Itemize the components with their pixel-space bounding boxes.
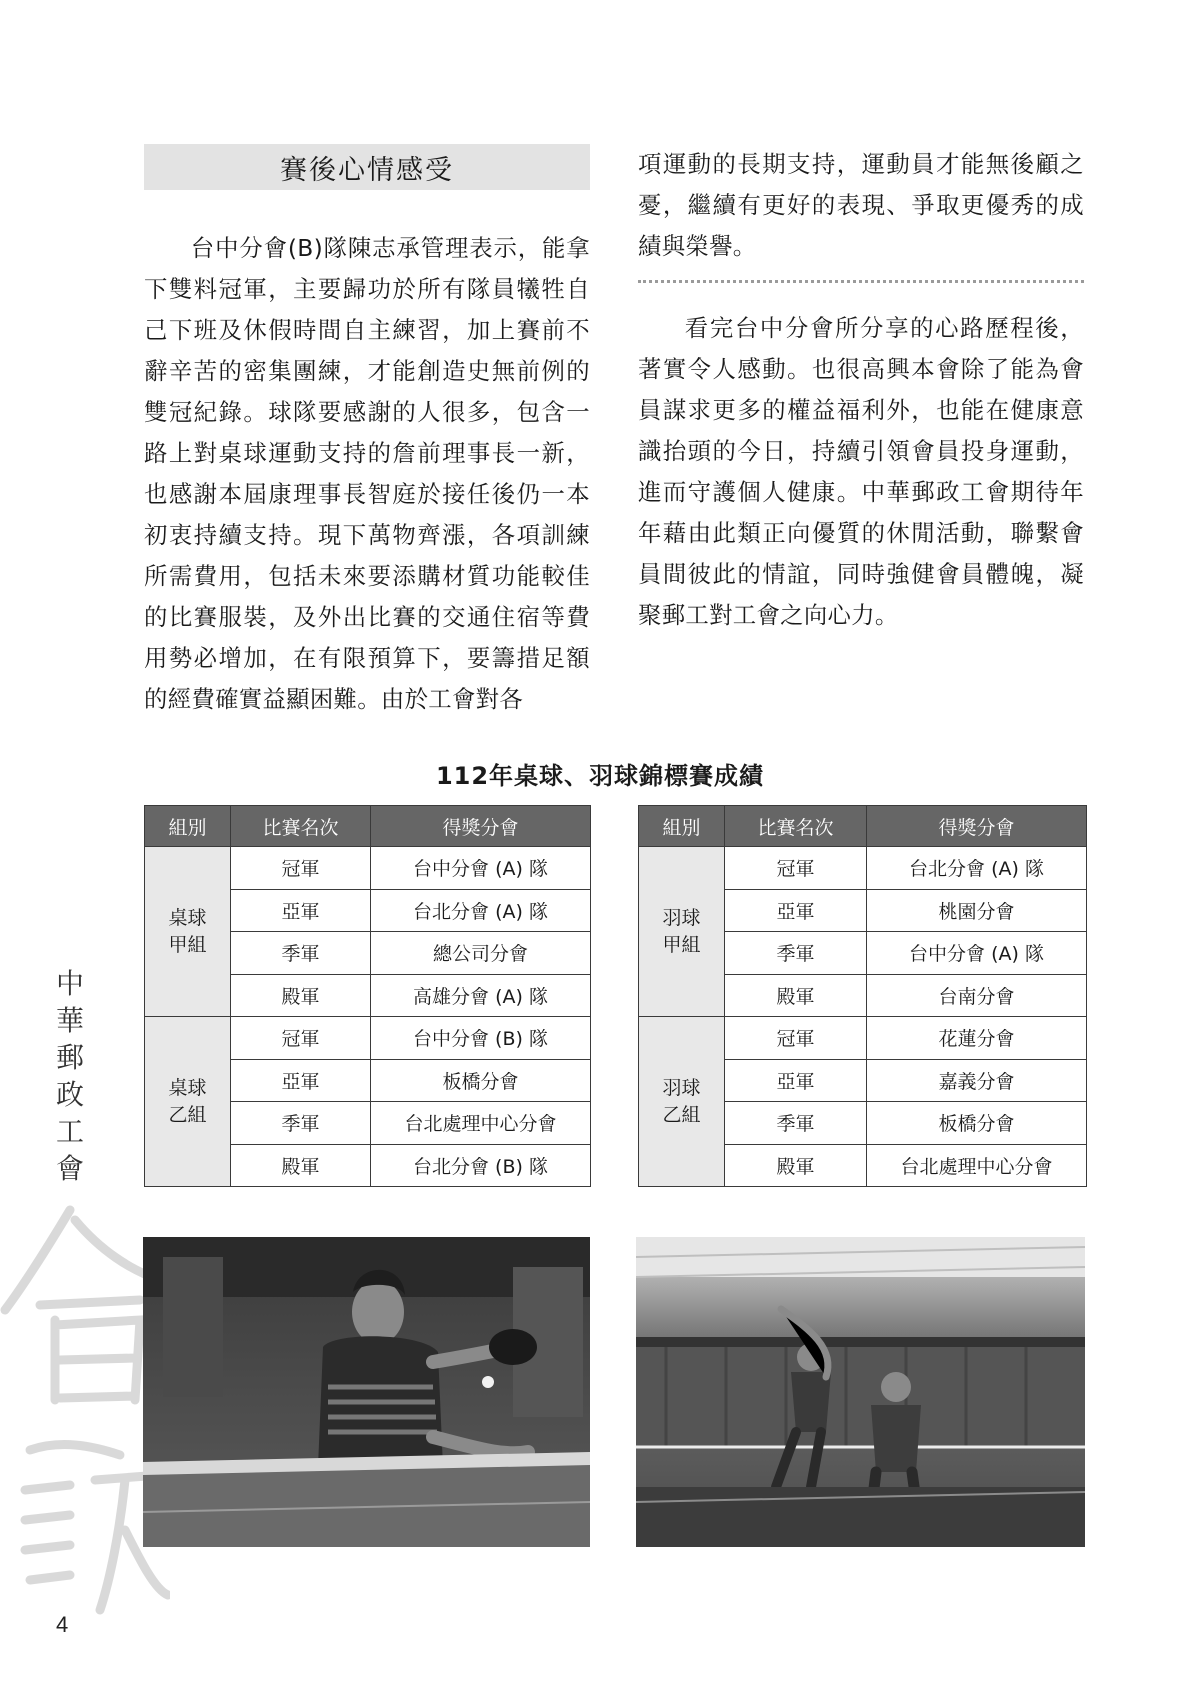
header-branch: 得獎分會 [867,806,1087,847]
branch-cell: 台北處理中心分會 [371,1102,591,1145]
branch-cell: 台南分會 [867,974,1087,1017]
rank-cell: 冠軍 [231,1017,371,1060]
paragraph: 看完台中分會所分享的心路歷程後，著實令人感動。也很高興本會除了能為會員謀求更多的權益福利外，也能在健康意識抬頭的今日，持續引領會員投身運動，進而守護個人健康。中華郵政工會期待年年藉由此類正向優質的休閒活動，聯繫會員間彼此的情誼，同時強健會員體魄，凝聚郵工對工會之向心力。 [638,314,1084,629]
branch-cell: 高雄分會 (A) 隊 [371,974,591,1017]
branch-cell: 台中分會 (A) 隊 [867,932,1087,975]
badminton-results-table [638,805,1087,1187]
rank-cell: 亞軍 [725,889,867,932]
badminton-illustration [636,1237,1085,1547]
header-branch: 得獎分會 [371,806,591,847]
branch-cell: 桃園分會 [867,889,1087,932]
left-column-text [144,228,590,720]
table-row [145,847,591,890]
brand-char: 政 [55,1078,84,1111]
group-name: 羽球 [662,1076,701,1099]
group-name: 桌球 [168,1076,207,1099]
tables-title: 112年桌球、羽球錦標賽成績 [435,762,765,790]
rank-cell: 冠軍 [725,1017,867,1060]
group-division: 乙組 [168,1103,207,1126]
table-row [639,847,1087,890]
branch-cell: 花蓮分會 [867,1017,1087,1060]
branch-cell: 台中分會 (A) 隊 [371,847,591,890]
group-name: 羽球 [662,906,701,929]
group-cell [145,1017,231,1187]
rank-cell: 殿軍 [231,974,371,1017]
rank-cell: 季軍 [725,1102,867,1145]
brand-char: 工 [55,1115,84,1148]
rank-cell: 殿軍 [725,1144,867,1187]
dotted-divider [638,280,1084,283]
branch-cell: 台北處理中心分會 [867,1144,1087,1187]
group-division: 乙組 [662,1103,701,1126]
brand-char: 中 [55,967,84,1000]
group-name: 桌球 [168,906,207,929]
header-group: 組別 [639,806,725,847]
branch-cell: 總公司分會 [371,932,591,975]
rank-cell: 亞軍 [231,889,371,932]
paragraph: 項運動的長期支持，運動員才能無後顧之憂，繼續有更好的表現、爭取更優秀的成績與榮譽。 [638,150,1084,260]
group-cell [145,847,231,1017]
group-division: 甲組 [662,933,701,956]
vertical-brand-name [50,965,90,1187]
branch-cell: 台北分會 (B) 隊 [371,1144,591,1187]
right-column-closing [638,308,1084,636]
rank-cell: 季軍 [231,1102,371,1145]
brand-char: 華 [55,1004,84,1037]
header-rank: 比賽名次 [725,806,867,847]
header-group: 組別 [145,806,231,847]
branch-cell: 台中分會 (B) 隊 [371,1017,591,1060]
section-heading: 賽後心情感受 [144,144,590,190]
table-tennis-photo [143,1237,590,1547]
badminton-photo [636,1237,1085,1547]
table-header-row [639,806,1087,847]
table-row [639,1017,1087,1060]
group-cell [639,1017,725,1187]
group-cell [639,847,725,1017]
branch-cell: 板橋分會 [371,1059,591,1102]
group-division: 甲組 [168,933,207,956]
branch-cell: 台北分會 (A) 隊 [867,847,1087,890]
header-rank: 比賽名次 [231,806,371,847]
page-number: 4 [56,1612,69,1637]
rank-cell: 殿軍 [231,1144,371,1187]
rank-cell: 亞軍 [231,1059,371,1102]
rank-cell: 冠軍 [231,847,371,890]
table-tennis-illustration [143,1237,590,1547]
branch-cell: 台北分會 (A) 隊 [371,889,591,932]
rank-cell: 季軍 [725,932,867,975]
rank-cell: 殿軍 [725,974,867,1017]
rank-cell: 亞軍 [725,1059,867,1102]
paragraph: 台中分會(B)隊陳志承管理表示，能拿下雙料冠軍，主要歸功於所有隊員犧牲自己下班及休假時間自主練習，加上賽前不辭辛苦的密集團練，才能創造史無前例的雙冠紀錄。球隊要感謝的人很多，包含一路上對桌球運動支持的詹前理事長一新，也感謝本屆康理事長智庭於接任後仍一本初衷持續支持。現下萬物齊漲，各項訓練所需費用，包括未來要添購材質功能較佳的比賽服裝，及外出比賽的交通住宿等費用勢必增加，在有限預算下，要籌措足額的經費確實益顯困難。由於工會對各 [144,234,590,713]
table-row [145,1017,591,1060]
rank-cell: 季軍 [231,932,371,975]
table-header-row [145,806,591,847]
table-tennis-results-table [144,805,591,1187]
branch-cell: 板橋分會 [867,1102,1087,1145]
rank-cell: 冠軍 [725,847,867,890]
brand-char: 郵 [55,1041,84,1074]
branch-cell: 嘉義分會 [867,1059,1087,1102]
right-column-continuation [638,144,1084,267]
brand-char: 會 [55,1152,84,1185]
